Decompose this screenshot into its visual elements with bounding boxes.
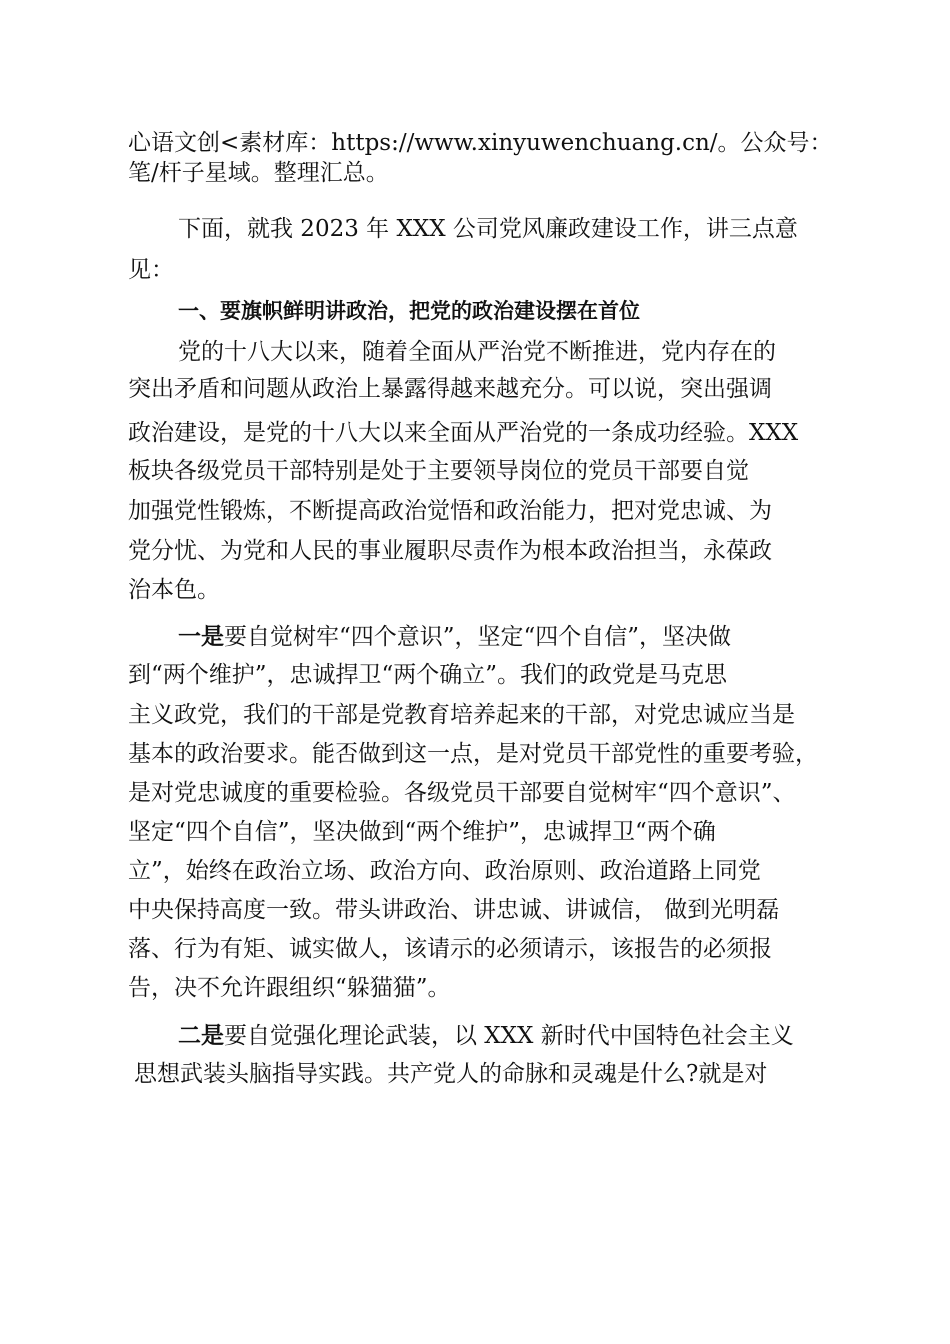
paragraph-3-line: 思想武装头脑指导实践。共产党人的命脉和灵魂是什么?就是对 bbox=[134, 1061, 768, 1087]
paragraph-1-line: 突出矛盾和问题从政治上暴露得越来越充分。可以说，突出强调 bbox=[128, 376, 772, 402]
paragraph-1-line: 党的十八大以来，随着全面从严治党不断推进，党内存在的 bbox=[178, 339, 776, 365]
paragraph-2-first-text: 要自觉树牢“四个意识”，坚定“四个自信”，坚决做 bbox=[224, 624, 732, 650]
watermark-line-2: 笔/杆子星域。整理汇总。 bbox=[128, 160, 389, 186]
paragraph-2-line: 立”，始终在政治立场、政治方向、政治原则、政治道路上同党 bbox=[128, 858, 761, 884]
paragraph-1-line: 党分忧、为党和人民的事业履职尽责作为根本政治担当，永葆政 bbox=[128, 538, 772, 564]
paragraph-3-lead: 二是 bbox=[178, 1023, 224, 1049]
paragraph-1-line: 政治建设，是党的十八大以来全面从严治党的一条成功经验。XXX bbox=[128, 420, 799, 446]
section-1-heading: 一、要旗帜鲜明讲政治，把党的政治建设摆在首位 bbox=[178, 299, 640, 323]
paragraph-1-line: 加强党性锻炼，不断提高政治觉悟和政治能力，把对党忠诚、为 bbox=[128, 498, 772, 524]
paragraph-2-lead: 一是 bbox=[178, 624, 224, 650]
paragraph-2-line: 基本的政治要求。能否做到这一点，是对党员干部党性的重要考验， bbox=[128, 741, 818, 767]
paragraph-2-line: 坚定“四个自信”，坚决做到“两个维护”，忠诚捍卫“两个确 bbox=[128, 819, 716, 845]
paragraph-2-first-line bbox=[178, 622, 731, 652]
paragraph-2-line: 主义政党，我们的干部是党教育培养起来的干部，对党忠诚应当是 bbox=[128, 702, 795, 728]
paragraph-1-line: 治本色。 bbox=[128, 577, 220, 603]
watermark-line-1: 心语文创<素材库：https://www.xinyuwenchuang.cn/。公众号： bbox=[128, 130, 833, 156]
paragraph-2-line: 落、行为有矩、诚实做人，该请示的必须请示，该报告的必须报 bbox=[128, 936, 772, 962]
paragraph-2-line: 告，决不允许跟组织“躲猫猫”。 bbox=[128, 975, 451, 1001]
paragraph-3-first-text: 要自觉强化理论武装，以 XXX 新时代中国特色社会主义 bbox=[224, 1023, 794, 1049]
intro-line-2: 见： bbox=[128, 257, 174, 283]
paragraph-3-first-line bbox=[178, 1021, 794, 1051]
intro-line-1: 下面，就我 2023 年 XXX 公司党风廉政建设工作，讲三点意 bbox=[178, 216, 798, 242]
paragraph-1-line: 板块各级党员干部特别是处于主要领导岗位的党员干部要自觉 bbox=[128, 458, 749, 484]
paragraph-2-line: 是对党忠诚度的重要检验。各级党员干部要自觉树牢“四个意识”、 bbox=[128, 780, 796, 806]
paragraph-2-line: 中央保持高度一致。带头讲政治、讲忠诚、讲诚信， 做到光明磊 bbox=[128, 897, 780, 923]
paragraph-2-line: 到“两个维护”，忠诚捍卫“两个确立”。我们的政党是马克思 bbox=[128, 662, 728, 688]
